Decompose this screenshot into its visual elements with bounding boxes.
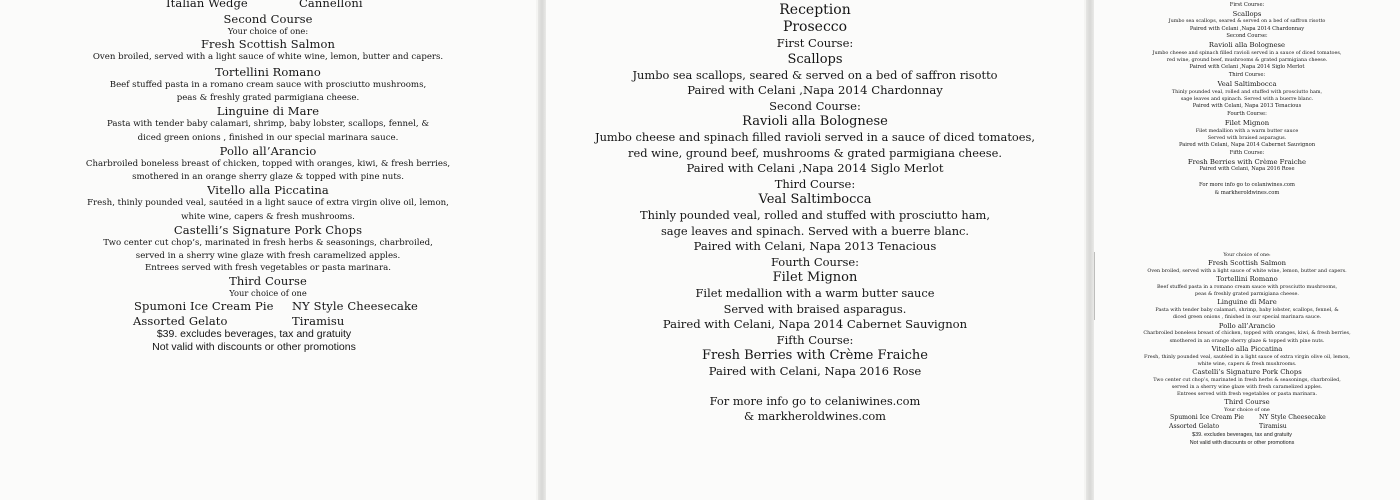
mini-course-line: & markheroldwines.com	[1214, 189, 1280, 196]
mini-dessert-item: NY Style Cheesecake	[1259, 414, 1326, 422]
mini-dish-name: Vitello alla Piccatina	[1211, 344, 1283, 353]
dish-description: diced green onions , finished in our special marinara sauce.	[137, 132, 399, 143]
page-fold-divider	[1086, 0, 1094, 500]
mini-dish-name: Fresh Scottish Salmon	[1207, 259, 1287, 268]
mini-dish-name: Ravioli alla Bolognese	[1208, 41, 1286, 50]
dish-name: Pollo all’Arancio	[219, 143, 317, 158]
course-dish: Fresh Berries with Crème Fraiche	[702, 348, 928, 363]
course-dish: Scallops	[787, 51, 843, 67]
mini-dessert-item: Tiramisu	[1259, 423, 1287, 431]
dish-description: Charbroiled boneless breast of chicken, topped with oranges, kiwi, & fresh berries,	[85, 158, 451, 169]
middle-menu-content	[546, 0, 1084, 425]
mini-description: Served with braised asparagus.	[1207, 134, 1287, 141]
dish-name: Castelli’s Signature Pork Chops	[173, 222, 363, 237]
mini-dish-name: Third Course	[1224, 398, 1270, 407]
mini-description: Entrees served with fresh vegetables or pasta marinara.	[1176, 391, 1317, 398]
dessert-item: Assorted Gelato	[133, 314, 228, 328]
menu-panel-left	[0, 0, 536, 500]
mini-price-line: $39. excludes beverages, tax and gratuity	[1192, 432, 1292, 439]
dish-name: Vitello alla Piccatina	[207, 183, 329, 197]
wine-pairing: Paired with Celani, Napa 2013 Tenacious	[693, 239, 937, 253]
course-dish: Veal Saltimbocca	[758, 192, 872, 207]
mini-description: Jumbo sea scallops, seared & served on a bed of saffron risotto	[1168, 18, 1326, 25]
course-description: sage leaves and spinach. Served with a buerre blanc.	[660, 223, 970, 238]
mini-course-line: Fourth Course:	[1227, 110, 1267, 117]
course-heading: Second Course	[223, 12, 313, 26]
price-line: $39. excludes beverages, tax and gratuity	[156, 328, 352, 340]
mini-dish-name: Fresh Berries with Crème Fraiche	[1187, 157, 1307, 166]
mini-description: Jumbo cheese and spinach filled ravioli served in a sauce of diced tomatoes,	[1152, 49, 1342, 56]
left-menu-content	[0, 0, 536, 354]
entree-choices-row	[0, 0, 536, 12]
spacer	[1094, 174, 1400, 182]
entree-choice: Italian Wedge	[166, 0, 248, 10]
mini-menu-top	[1094, 0, 1400, 198]
dish-description: Two center cut chop’s, marinated in fresh herbs & seasonings, charbroiled,	[103, 237, 433, 248]
mini-dish-name: Pollo all’Arancio	[1218, 321, 1276, 330]
mini-course-line: For more info go to celaniwines.com	[1199, 182, 1295, 189]
page-edge-mark	[1094, 252, 1095, 320]
mini-description: Your choice of one	[1224, 407, 1270, 414]
dish-name: Linguine di Mare	[216, 104, 320, 118]
mini-course-line: Paired with Celani ,Napa 2014 Chardonnay	[1189, 25, 1305, 32]
mini-description: sage leaves and spinach. Served with a buerre blanc.	[1180, 95, 1314, 102]
course-description: red wine, ground beef, mushrooms & grated parmigiana cheese.	[628, 145, 1002, 160]
course-description: Filet medallion with a warm butter sauce	[695, 286, 935, 300]
mini-description: red wine, ground beef, mushrooms & grated parmigiana cheese.	[1166, 57, 1328, 64]
mini-course-line: Paired with Celani ,Napa 2014 Siglo Merlot	[1189, 64, 1305, 71]
mini-dish-name: Linguine di Mare	[1217, 298, 1277, 307]
course-label: Fourth Course:	[770, 254, 860, 269]
mini-promo-line: Not valid with discounts or other promotions	[1189, 439, 1295, 446]
course-label: First Course:	[776, 36, 854, 50]
mini-description: smothered in an orange sherry glaze & topped with pine nuts.	[1169, 337, 1325, 344]
dish-description: Pasta with tender baby calamari, shrimp, baby lobster, scallops, fennel, &	[107, 119, 429, 129]
wine-pairing: Paired with Celani, Napa 2014 Cabernet Sauvignon	[662, 317, 968, 331]
dish-name: Fresh Scottish Salmon	[200, 37, 336, 51]
mini-course-line: Paired with Celani, Napa 2014 Cabernet Sauvignon	[1178, 141, 1316, 148]
course-label: Second Course:	[769, 98, 861, 113]
course-dish: Filet Mignon	[772, 270, 858, 285]
reception-heading: Reception	[779, 2, 851, 18]
mini-description: Fresh, thinly pounded veal, sautéed in a light sauce of extra virgin olive oil, lemon,	[1144, 353, 1350, 360]
course-heading: Third Course	[229, 274, 307, 288]
mini-dish-name: Castelli’s Signature Pork Chops	[1192, 368, 1302, 377]
dish-description: Entrees served with fresh vegetables or pasta marinara.	[144, 263, 392, 273]
dish-description: Beef stuffed pasta in a romano cream sauce with prosciutto mushrooms,	[109, 79, 427, 90]
mini-course-line: Paired with Celani, Napa 2016 Rose	[1199, 166, 1295, 173]
wine-pairing: Paired with Celani ,Napa 2014 Chardonnay	[687, 83, 943, 97]
mini-dish-name: Veal Saltimbocca	[1217, 79, 1277, 88]
mini-course-line: Third Course:	[1228, 72, 1266, 79]
mini-course-line: First Course:	[1229, 1, 1265, 8]
wine-pairing: Paired with Celani, Napa 2016 Rose	[708, 364, 922, 378]
dish-description: smothered in an orange sherry glaze & topped with pine nuts.	[132, 172, 404, 182]
mini-description: diced green onions , finished in our special marinara sauce.	[1172, 314, 1322, 321]
mini-description: Oven broiled, served with a light sauce of white wine, lemon, butter and capers.	[1147, 268, 1347, 274]
course-label: Fifth Course:	[776, 332, 854, 347]
mini-description: Your choice of one:	[1223, 252, 1271, 258]
course-description: Thinly pounded veal, rolled and stuffed with prosciutto ham,	[640, 208, 990, 222]
dish-description: Fresh, thinly pounded veal, sautéed in a light sauce of extra virgin olive oil, lemon,	[87, 198, 449, 208]
choice-label: Your choice of one	[229, 288, 307, 298]
dessert-row	[0, 299, 536, 314]
menu-panel-middle	[546, 0, 1084, 500]
mini-dessert-item: Assorted Gelato	[1169, 423, 1220, 431]
wine-pairing: Paired with Celani ,Napa 2014 Siglo Merlot	[686, 161, 944, 175]
dish-name: Tortellini Romano	[215, 64, 321, 79]
mini-dessert-row	[1094, 423, 1400, 432]
mini-dish-name: Filet Mignon	[1224, 118, 1270, 127]
dessert-row	[0, 314, 536, 328]
mini-description: served in a sherry wine glaze with fresh caramelized apples.	[1171, 384, 1323, 391]
mini-dessert-row	[1094, 414, 1400, 423]
course-label: Third Course:	[774, 176, 856, 191]
mini-description: Pasta with tender baby calamari, shrimp, baby lobster, scallops, fennel, &	[1155, 307, 1339, 314]
course-dish: Ravioli alla Bolognese	[742, 114, 888, 129]
dessert-item: NY Style Cheesecake	[292, 299, 418, 313]
mini-dessert-item: Spumoni Ice Cream Pie	[1170, 414, 1244, 422]
choice-label: Your choice of one:	[227, 26, 309, 36]
dessert-item: Spumoni Ice Cream Pie	[134, 299, 274, 313]
dish-description: white wine, capers & fresh mushrooms.	[181, 211, 355, 222]
mini-course-line: Fifth Course:	[1229, 149, 1265, 156]
course-description: Jumbo sea scallops, seared & served on a bed of saffron risotto	[632, 67, 998, 82]
promo-line: Not valid with discounts or other promotions	[152, 341, 356, 353]
entree-choice: Cannelloni	[299, 0, 363, 10]
mini-menu-lines	[1094, 252, 1400, 414]
more-info-line: For more info go to celaniwines.com	[709, 393, 921, 408]
more-info-line: & markheroldwines.com	[744, 409, 886, 423]
mini-dish-name: Scallops	[1232, 9, 1262, 18]
dish-description: peas & freshly grated parmigiana cheese.	[176, 93, 360, 103]
mini-description: Filet medallion with a warm butter sauce	[1195, 127, 1299, 134]
dish-description: served in a sherry wine glaze with fresh caramelized apples.	[135, 251, 401, 261]
mini-description: peas & freshly grated parmigiana cheese.	[1195, 291, 1299, 298]
mini-course-line: Paired with Celani, Napa 2013 Tenacious	[1192, 103, 1302, 110]
course-description: Served with braised asparagus.	[723, 301, 907, 316]
menu-panel-right	[1094, 0, 1400, 500]
mini-course-line: Second Course:	[1226, 33, 1268, 40]
mini-description: Two center cut chop’s, marinated in fresh herbs & seasonings, charbroiled,	[1153, 376, 1341, 383]
dessert-item: Tiramisu	[292, 314, 345, 328]
mini-dish-name: Tortellini Romano	[1216, 275, 1278, 284]
dish-description: Oven broiled, served with a light sauce of white wine, lemon, butter and capers.	[92, 52, 444, 62]
mini-description: Thinly pounded veal, rolled and stuffed with prosciutto ham,	[1171, 88, 1323, 95]
mini-description: white wine, capers & fresh mushrooms.	[1197, 360, 1297, 367]
mini-menu-lines	[1094, 2, 1400, 198]
mini-description: Charbroiled boneless breast of chicken, topped with oranges, kiwi, & fresh berries,	[1143, 330, 1351, 337]
mini-menu-bottom	[1094, 252, 1400, 447]
reception-drink: Prosecco	[782, 19, 848, 35]
page-fold-divider	[538, 0, 546, 500]
course-description: Jumbo cheese and spinach filled ravioli served in a sauce of diced tomatoes,	[595, 130, 1035, 144]
mini-description: Beef stuffed pasta in a romano cream sauce with prosciutto mushrooms,	[1156, 284, 1338, 290]
